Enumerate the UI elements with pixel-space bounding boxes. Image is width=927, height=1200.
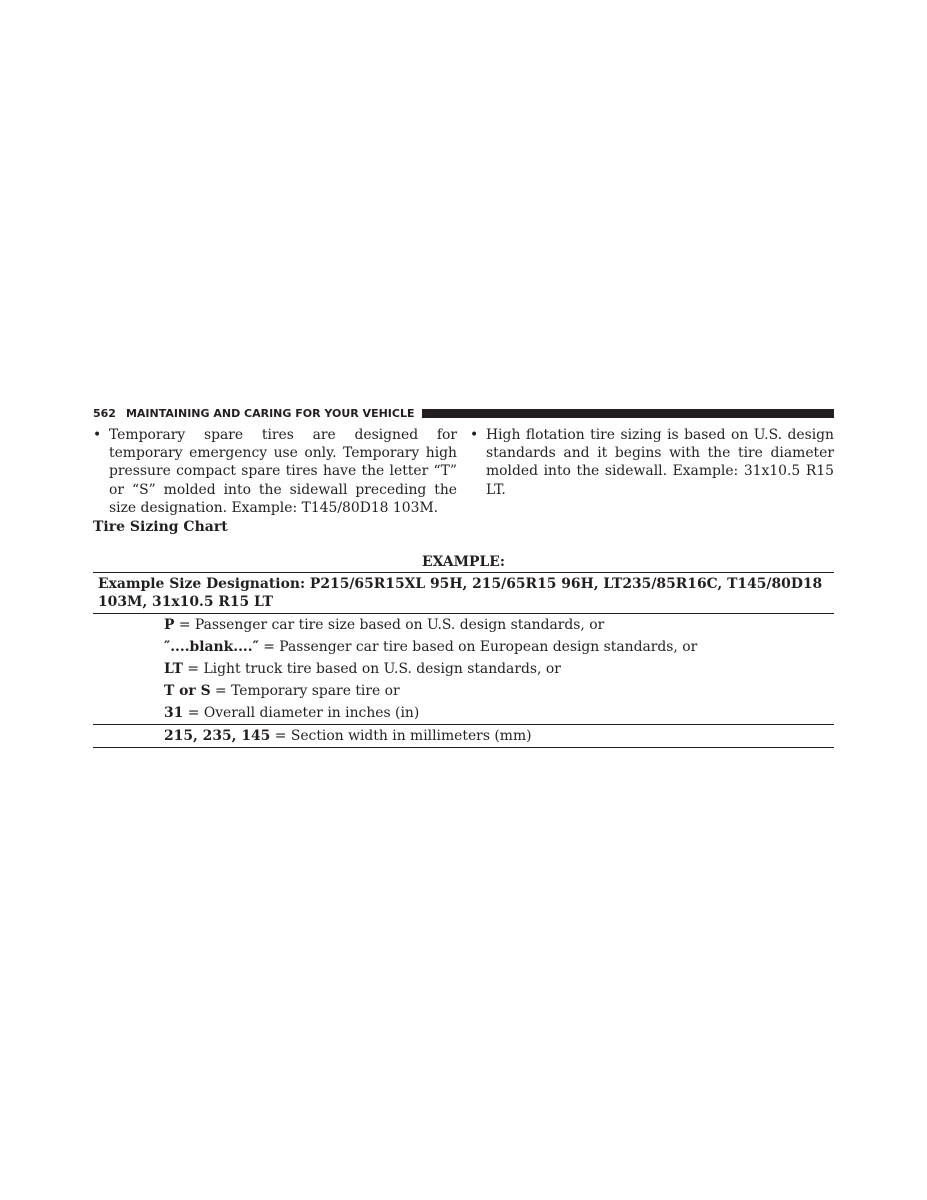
example-designation: Example Size Designation: P215/65R15XL 95H, 215/65R15 96H, LT235/85R16C, T145/80D18 103M, 31x10.5 R15 LT (98, 576, 823, 610)
bullet-icon: • (93, 427, 102, 443)
table-title: EXAMPLE: (422, 554, 505, 570)
table-row (164, 658, 834, 680)
def-desc: = Passenger car tire based on European design standards, or (258, 639, 698, 655)
def-desc: = Section width in millimeters (mm) (270, 728, 532, 744)
table-row (164, 702, 834, 724)
def-term: P (164, 617, 175, 633)
table-rule (93, 747, 834, 748)
tire-sizing-table (93, 552, 834, 748)
bullet-text: Temporary spare tires are designed for temporary emergency use only. Temporary high pressure compact spare tires have the letter “T” or “S” molded into the sidewall preceding the size designation. Example: T145/80D18 103M. (109, 427, 457, 516)
left-column (93, 426, 457, 517)
def-term: 31 (164, 705, 184, 721)
body-columns (93, 426, 834, 517)
def-term: T or S (164, 683, 211, 699)
table-row (164, 680, 834, 702)
page-number: 562 (93, 406, 116, 420)
bullet-text: High flotation tire sizing is based on U.S. design standards and it begins with the tire diameter molded into the sidewall. Example: 31x10.5 R15 LT. (486, 427, 834, 498)
right-column (470, 426, 834, 517)
definition-list (93, 614, 834, 724)
def-term: LT (164, 661, 183, 677)
section-title: MAINTAINING AND CARING FOR YOUR VEHICLE (125, 406, 415, 420)
definition-list (93, 725, 834, 747)
list-item (470, 426, 834, 499)
def-term: ″....blank....″ (164, 639, 259, 655)
table-row (164, 636, 834, 658)
page-header (93, 405, 834, 421)
table-row (164, 614, 834, 636)
table-row (164, 725, 834, 747)
subheading: Tire Sizing Chart (93, 519, 228, 535)
def-desc: = Overall diameter in inches (in) (183, 705, 420, 721)
def-term: 215, 235, 145 (164, 728, 271, 744)
list-item (93, 426, 457, 517)
def-desc: = Temporary spare tire or (210, 683, 400, 699)
def-desc: = Passenger car tire size based on U.S. design standards, or (174, 617, 605, 633)
bullet-icon: • (470, 427, 479, 443)
def-desc: = Light truck tire based on U.S. design standards, or (182, 661, 561, 677)
header-rule (422, 409, 834, 418)
